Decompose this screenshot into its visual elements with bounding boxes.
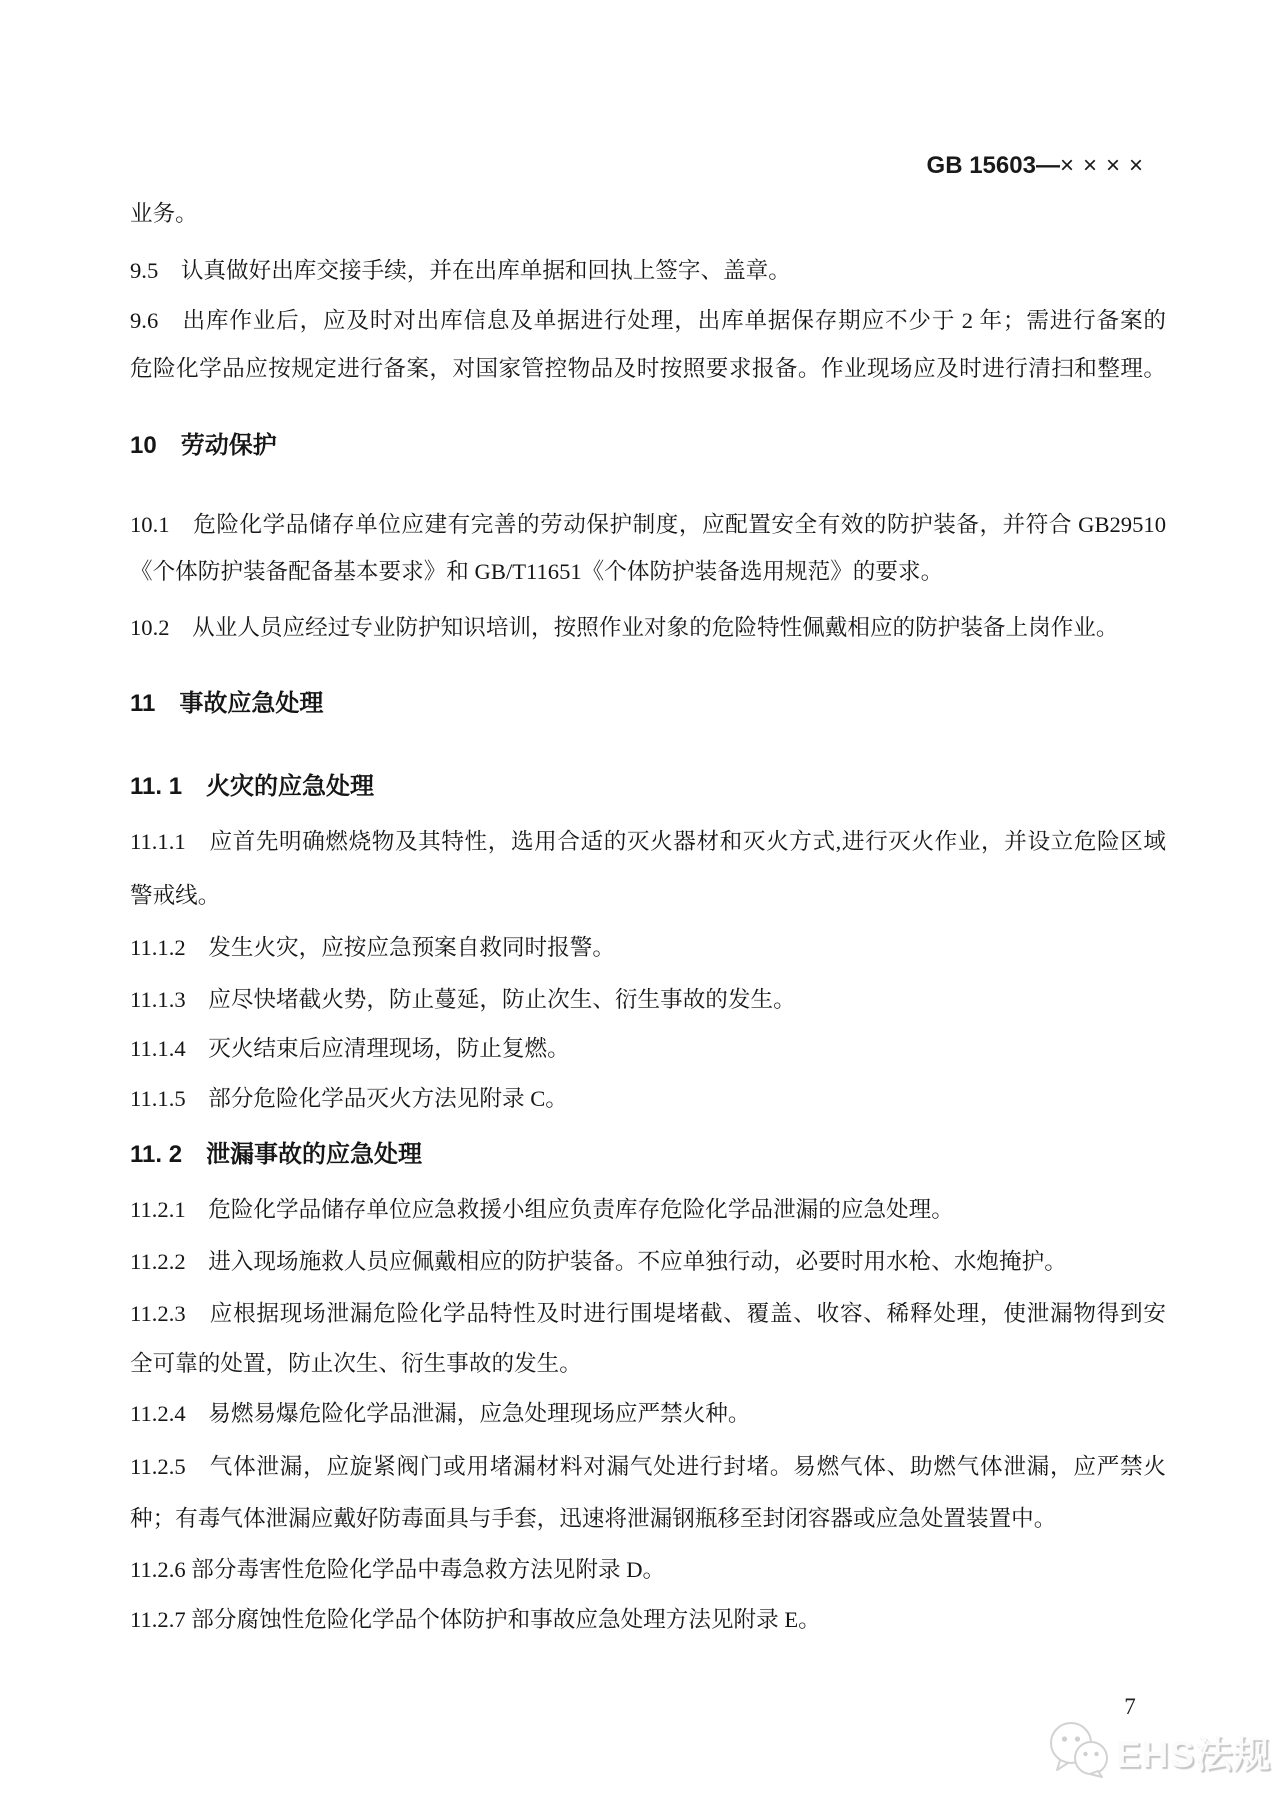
clause-11-1-3: 11.1.3 应尽快堵截火势，防止蔓延，防止次生、衍生事故的发生。 bbox=[130, 987, 796, 1012]
clause-10-2: 10.2 从业人员应经过专业防护知识培训，按照作业对象的危险特性佩戴相应的防护装备上岗作业。 bbox=[130, 615, 1119, 640]
clause-11-1-5: 11.1.5 部分危险化学品灭火方法见附录 C。 bbox=[130, 1086, 568, 1111]
clause-11-2-5-line2: 种；有毒气体泄漏应戴好防毒面具与手套，迅速将泄漏钢瓶移至封闭容器或应急处置装置中。 bbox=[130, 1506, 1057, 1531]
clause-11-1-4: 11.1.4 灭火结束后应清理现场，防止复燃。 bbox=[130, 1036, 570, 1061]
heading-11-1-fire-emergency: 11. 1 火灾的应急处理 bbox=[130, 773, 375, 800]
clause-9-6-line2: 危险化学品应按规定进行备案，对国家管控物品及时按照要求报备。作业现场应及时进行清扫和整理。 bbox=[130, 356, 1166, 381]
clause-11-2-6: 11.2.6 部分毒害性危险化学品中毒急救方法见附录 D。 bbox=[130, 1557, 666, 1582]
heading-11-accident-emergency: 11 事故应急处理 bbox=[130, 690, 324, 717]
clause-11-2-3-line2: 全可靠的处置，防止次生、衍生事故的发生。 bbox=[130, 1351, 582, 1376]
watermark-brand-text: EHS法规 bbox=[1116, 1734, 1272, 1775]
page-number: 7 bbox=[1124, 1694, 1136, 1719]
clause-11-1-1-line1: 11.1.1 应首先明确燃烧物及其特性，选用合适的灭火器材和灭火方式,进行灭火作业，并设立危险区域 bbox=[130, 829, 1166, 854]
standard-year-placeholder: ×××× bbox=[1059, 152, 1152, 179]
clause-11-2-4: 11.2.4 易燃易爆危险化学品泄漏，应急处理现场应严禁火种。 bbox=[130, 1401, 751, 1426]
clause-11-2-5-line1: 11.2.5 气体泄漏，应旋紧阀门或用堵漏材料对漏气处进行封堵。易燃气体、助燃气体泄漏，应严禁火 bbox=[130, 1454, 1166, 1479]
line-continuation-yewu: 业务。 bbox=[130, 201, 198, 226]
clause-11-2-7: 11.2.7 部分腐蚀性危险化学品个体防护和事故应急处理方法见附录 E。 bbox=[130, 1607, 821, 1632]
clause-10-1-line2: 《个体防护装备配备基本要求》和 GB/T11651《个体防护装备选用规范》的要求。 bbox=[130, 559, 944, 584]
ehs-watermark bbox=[1046, 1720, 1272, 1782]
heading-10-labor-protection: 10 劳动保护 bbox=[130, 432, 277, 459]
clause-10-1-line1: 10.1 危险化学品储存单位应建有完善的劳动保护制度，应配置安全有效的防护装备，并符合 GB29510 bbox=[130, 512, 1166, 537]
heading-11-2-leak-emergency: 11. 2 泄漏事故的应急处理 bbox=[130, 1141, 423, 1168]
clause-11-1-2: 11.1.2 发生火灾，应按应急预案自救同时报警。 bbox=[130, 935, 615, 960]
wechat-chat-bubbles-icon bbox=[1046, 1720, 1110, 1783]
clause-9-5: 9.5 认真做好出库交接手续，并在出库单据和回执上签字、盖章。 bbox=[130, 258, 791, 283]
clause-9-6-line1: 9.6 出库作业后，应及时对出库信息及单据进行处理，出库单据保存期应不少于 2 年；需进行备案的 bbox=[130, 308, 1166, 333]
clause-11-2-2: 11.2.2 进入现场施救人员应佩戴相应的防护装备。不应单独行动，必要时用水枪、水炮掩护。 bbox=[130, 1249, 1067, 1274]
standard-code: GB 15603— bbox=[926, 152, 1060, 179]
clause-11-2-1: 11.2.1 危险化学品储存单位应急救援小组应负责库存危险化学品泄漏的应急处理。 bbox=[130, 1197, 954, 1222]
standard-number-header bbox=[927, 148, 1152, 184]
clause-11-2-3-line1: 11.2.3 应根据现场泄漏危险化学品特性及时进行围堤堵截、覆盖、收容、稀释处理，使泄漏物得到安 bbox=[130, 1301, 1166, 1326]
clause-11-1-1-line2: 警戒线。 bbox=[130, 883, 221, 908]
